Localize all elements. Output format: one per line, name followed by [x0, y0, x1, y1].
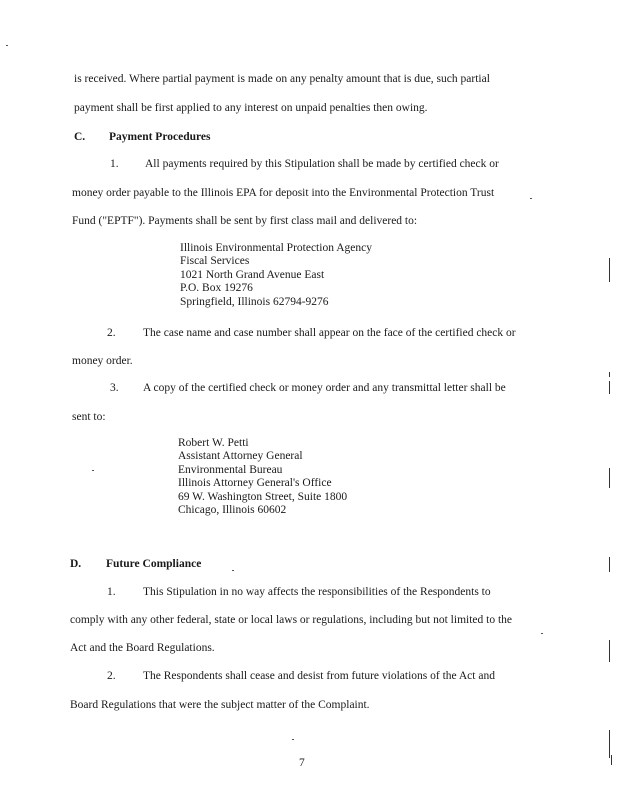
paragraph-line: payment shall be first applied to any interest on unpaid penalties then owing. — [74, 102, 428, 114]
section-d-letter: D. — [70, 558, 82, 570]
item-number: 1. — [110, 158, 119, 170]
item-number: 3. — [110, 382, 119, 394]
paragraph-line: comply with any other federal, state or local laws or regulations, including but not limited to the — [70, 614, 513, 626]
margin-change-bar — [609, 468, 610, 488]
item-number: 2. — [107, 670, 116, 682]
paragraph-line: Fund ("EPTF"). Payments shall be sent by first class mail and delivered to: — [72, 215, 418, 227]
margin-change-bar — [609, 258, 610, 282]
address-line: Chicago, Illinois 60602 — [178, 503, 287, 516]
address-block-attorney-general — [178, 437, 347, 517]
paragraph-line: The case name and case number shall appear on the face of the certified check or — [143, 327, 516, 339]
item-number: 2. — [107, 327, 116, 339]
margin-change-bar — [611, 755, 612, 765]
address-line: Assistant Attorney General — [178, 450, 303, 463]
address-line: Robert W. Petti — [178, 437, 249, 449]
section-c-letter: C. — [74, 131, 86, 143]
paragraph-line: is received. Where partial payment is made on any penalty amount that is due, such partial — [74, 73, 490, 85]
address-line: P.O. Box 19276 — [180, 282, 253, 295]
section-d-title: Future Compliance — [106, 558, 202, 570]
address-line: 69 W. Washington Street, Suite 1800 — [178, 490, 348, 503]
paragraph-line: Act and the Board Regulations. — [70, 642, 215, 654]
address-block-epa — [180, 242, 372, 309]
scan-speck — [6, 45, 8, 46]
margin-change-bar — [609, 381, 610, 394]
scan-speck — [530, 198, 532, 199]
address-line: 1021 North Grand Avenue East — [180, 268, 325, 281]
section-c-title: Payment Procedures — [109, 131, 211, 143]
paragraph-line: sent to: — [72, 411, 106, 423]
scan-speck — [541, 633, 543, 634]
scan-speck — [232, 570, 234, 571]
paragraph-line: money order. — [72, 355, 133, 367]
paragraph-line: money order payable to the Illinois EPA for deposit into the Environmental Protection Trust — [72, 187, 495, 199]
paragraph-line: Board Regulations that were the subject matter of the Complaint. — [70, 699, 370, 711]
page-number: 7 — [299, 757, 305, 769]
address-line: Illinois Attorney General's Office — [178, 477, 332, 490]
item-number: 1. — [107, 586, 116, 598]
address-line: Springfield, Illinois 62794-9276 — [180, 295, 329, 308]
address-line: Environmental Bureau — [178, 463, 283, 476]
paragraph-line: The Respondents shall cease and desist from future violations of the Act and — [143, 670, 495, 682]
margin-change-bar — [609, 640, 610, 662]
margin-change-bar — [609, 557, 610, 572]
address-line: Illinois Environmental Protection Agency — [180, 242, 372, 254]
margin-change-bar — [609, 730, 610, 758]
scan-speck — [292, 739, 294, 740]
paragraph-line: All payments required by this Stipulation shall be made by certified check or — [145, 158, 499, 170]
margin-change-bar — [609, 372, 610, 377]
scan-speck — [92, 470, 94, 471]
paragraph-line: A copy of the certified check or money order and any transmittal letter shall be — [143, 382, 506, 394]
address-line: Fiscal Services — [180, 255, 250, 268]
paragraph-line: This Stipulation in no way affects the responsibilities of the Respondents to — [143, 586, 491, 598]
